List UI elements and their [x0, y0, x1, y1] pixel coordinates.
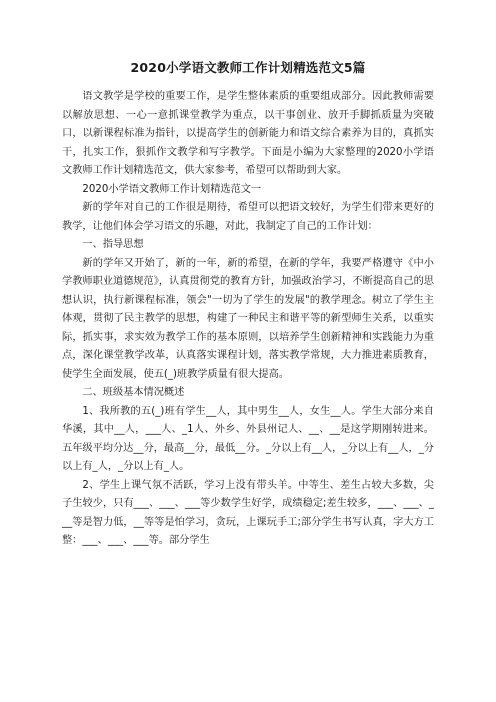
paragraph-class-overview-2: 2、学生上课气氛不活跃，学习上没有带头羊。中等生、差生占较大多数，尖子生较少，只有___、___、___等少数学生好学，成绩稳定;差生较多，___、___、___等是智力低，__等等是怕学习，贪玩，上课玩手工;部分学生书写认真，字大方工整：___、___、___等。部分学生	[62, 479, 434, 546]
paragraph-opening: 新的学年对自己的工作很是期待，希望可以把语文较好，为学生们带来更好的教学，让他们体会学习语文的乐趣，对此，我制定了自己的工作计划：	[62, 202, 434, 232]
paragraph-intro: 语文教学是学校的重要工作，是学生整体素质的重要组成部分。因此教师需要以解放思想、一心一意抓课堂教学为重点，以干事创业、放开手脚抓质量为突破口，以新课程标准为指针，以提高学生的创新能力和语文综合素养为目的，真抓实干，扎实工作，狠抓作文教学和写字教学。下面是小编为大家整理的2020小学语文教师工作计划精选范文，供大家参考，希望可以帮助到大家。	[62, 91, 434, 176]
heading-guiding-ideology: 一、指导思想	[82, 239, 144, 250]
heading-class-overview: 二、班级基本情况概述	[82, 387, 185, 398]
document-title: 2020小学语文教师工作计划精选范文5篇	[130, 60, 366, 75]
paragraph-section-heading: 2020小学语文教师工作计划精选范文一	[82, 183, 262, 195]
paragraph-guiding-ideology: 新的学年又开始了，新的一年，新的希望，在新的学年，我要严格遵守《中小学教师职业道德规范》，认真贯彻党的教育方针，加强政治学习，不断提高自己的思想认识，执行新课程标准，领会"一切为了学生的发展"的教学理念。树立了学生主体观，贯彻了民主教学的思想，构建了一种民主和谐平等的新型师生关系，以重实际，抓实事，求实效为教学工作的基本原则，以培养学生创新精神和实践能力为重点，深化课堂教学改革，认真落实课程计划，落实教学常规，大力推进素质教育，使学生全面发展，使五(_)班教学质量有很大提高。	[62, 257, 434, 380]
paragraph-class-overview-1: 1、我所教的五(_)班有学生__人，其中男生__人，女生__人。学生大部分来自华溪，其中__人，___人、_1人、外乡、外县州记人、__、__是这学期刚转进来。五年级平均分达__分，最高__分，最低__分。_分以上有__人，_分以上有__人，_分以上有_人，_分以上有_人。	[62, 405, 434, 472]
